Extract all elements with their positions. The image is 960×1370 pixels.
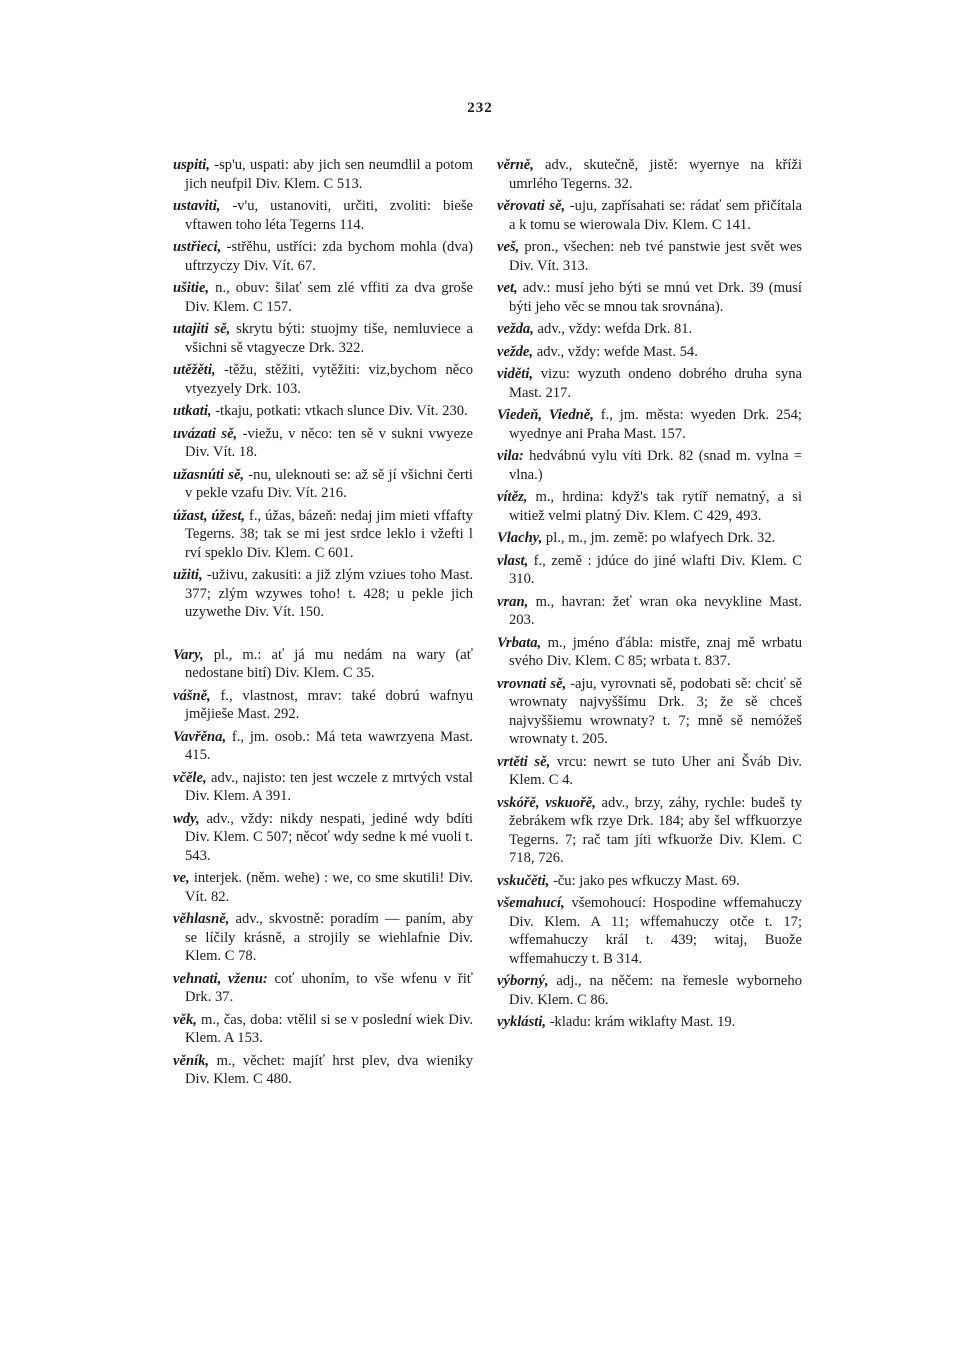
entry-definition: m., věchet: majíť hrst plev, dva wieniky Div. Klem. C 480.: [185, 1052, 473, 1087]
dictionary-entry: [497, 593, 802, 630]
dictionary-entry: [173, 910, 473, 966]
entry-headword: věk,: [173, 1011, 197, 1028]
entry-definition: f., jm. osob.: Má teta wawrzyena Mast. 415.: [185, 728, 473, 763]
entry-definition: m., jméno ďábla: mistře, znaj mě wrbatu svého Div. Klem. C 85; wrbata t. 837.: [509, 634, 802, 669]
entry-headword: vežde,: [497, 343, 534, 360]
dictionary-entry: [173, 1011, 473, 1048]
entry-definition: -tkaju, potkati: vtkach slunce Div. Vít. 230.: [211, 403, 468, 419]
dictionary-entry: [173, 402, 473, 421]
entry-headword: Vavřěna,: [173, 728, 227, 745]
entry-headword: Vlachy,: [497, 530, 543, 546]
left-entries-group-2: [173, 646, 473, 1089]
dictionary-entry: [173, 361, 473, 398]
dictionary-entry: [497, 447, 802, 484]
entry-headword: vehnati, vženu:: [173, 970, 268, 987]
entry-headword: Viedeň, Viedně,: [497, 407, 594, 423]
entry-headword: vrtěti sě,: [497, 753, 551, 770]
entry-headword: úžast, úžest,: [173, 507, 246, 524]
dictionary-entry: [497, 675, 802, 749]
dictionary-entry: [497, 753, 802, 790]
dictionary-entry: [497, 872, 802, 891]
entry-definition: -viežu, v něco: ten sě v sukni vwyeze Div. Vít. 18.: [185, 425, 473, 460]
entry-group-divider: [173, 626, 473, 646]
entry-definition: adv., brzy, záhy, rychle: budeš ty žebrákem wfk rzye Drk. 184; aby šel wffkuorzye Tegerns. 7; rač tam jíti wfkuorže Div. Klem. C 718, 726.: [509, 794, 802, 866]
entry-headword: vlast,: [497, 552, 529, 569]
entry-headword: utajiti sě,: [173, 321, 231, 337]
entry-headword: všemahucí,: [497, 895, 565, 911]
entry-headword: ušitie,: [173, 280, 210, 296]
entry-headword: uvázati sě,: [173, 425, 238, 442]
dictionary-entry: [173, 320, 473, 357]
entry-headword: věrně,: [497, 157, 534, 173]
dictionary-entry: [173, 425, 473, 462]
entry-definition: m., čas, doba: vtělil si se v poslední wiek Div. Klem. A 153.: [185, 1011, 473, 1046]
dictionary-entry: [497, 343, 802, 362]
entry-definition: adv., vždy: nikdy nespati, jediné wdy bdíti Div. Klem. C 507; něcoť wdy sedne k mé vuoli t. 543.: [185, 810, 473, 864]
dictionary-entry: [173, 566, 473, 622]
entry-definition: adv., skvostně: poradím — paním, aby se líčily krásně, a strojily se wiehlafnie Div. Klem. C 78.: [185, 911, 473, 964]
dictionary-entry: [497, 488, 802, 525]
entry-definition: pron., všechen: neb tvé panstwie jest svět wes Div. Vít. 313.: [509, 239, 802, 274]
dictionary-entry: [173, 238, 473, 275]
entry-headword: viděti,: [497, 366, 534, 382]
entry-definition: -nu, uleknouti se: až sě jí všichni čerti v pekle vzafu Div. Vít. 216.: [185, 466, 473, 501]
entry-definition: pl., m., jm. země: po wlafyech Drk. 32.: [542, 530, 776, 546]
entry-definition: -ču: jako pes wfkuczy Mast. 69.: [549, 872, 740, 889]
entry-headword: uspiti,: [173, 157, 210, 173]
page-number: 232: [467, 100, 493, 116]
entry-definition: -sp'u, uspati: aby jich sen neumdlil a potom jich neufpil Div. Klem. C 513.: [185, 157, 473, 192]
dictionary-entry: [497, 197, 802, 234]
entry-definition: f., země : jdúce do jiné wlafti Div. Klem. C 310.: [509, 552, 802, 587]
entry-headword: vežda,: [497, 321, 534, 337]
entry-headword: vet,: [497, 280, 518, 296]
dictionary-entry: [497, 279, 802, 316]
dictionary-entry: [497, 894, 802, 968]
dictionary-entry: [497, 365, 802, 402]
entry-definition: adv., vždy: wefde Mast. 54.: [533, 343, 698, 360]
entry-headword: vskučěti,: [497, 872, 550, 889]
dictionary-entry: [497, 794, 802, 868]
dictionary-entry: [497, 1013, 802, 1032]
dictionary-entry: [173, 810, 473, 866]
entry-headword: ve,: [173, 870, 190, 886]
entry-headword: veš,: [497, 239, 520, 255]
entry-definition: interjek. (něm. wehe) : we, co sme skutili! Div. Vít. 82.: [185, 870, 473, 905]
entry-definition: coť uhoním, to vše wfenu v řiť Drk. 37.: [185, 970, 473, 1005]
entry-headword: vila:: [497, 448, 524, 464]
dictionary-entry: [173, 687, 473, 724]
dictionary-entry: [497, 634, 802, 671]
entry-definition: m., havran: žeť wran oka nevykline Mast. 203.: [509, 593, 802, 628]
entry-headword: vítěz,: [497, 489, 528, 505]
entry-definition: -uju, zapřísahati se: rádať sem přičítala a k tomu se wierowala Div. Klem. C 141.: [509, 198, 802, 233]
entry-definition: -střěhu, ustříci: zda bychom mohla (dva) uftrzyczy Div. Vít. 67.: [185, 239, 473, 274]
dictionary-entry: [497, 529, 802, 548]
entry-headword: vran,: [497, 593, 529, 610]
entry-definition: vrcu: newrt se tuto Uher ani Šváb Div. Klem. C 4.: [509, 753, 802, 788]
entry-headword: užiti,: [173, 567, 203, 583]
entry-headword: utkati,: [173, 403, 212, 419]
dictionary-entry: [497, 406, 802, 443]
entry-definition: skrytu býti: stuojmy tiše, nemluviece a všichni sě vtagyecze Drk. 322.: [185, 321, 473, 356]
dictionary-entry: [173, 646, 473, 683]
entry-definition: f., úžas, bázeň: nedaj jim mieti vffafty Tegerns. 38; tak se mi jest srdce leklo i vžefti l rví speklo Div. Klem. C 601.: [185, 507, 473, 561]
dictionary-entry: [497, 320, 802, 339]
entry-definition: adv., vždy: wefda Drk. 81.: [533, 321, 693, 337]
dictionary-entry: [173, 507, 473, 563]
dictionary-entry: [497, 156, 802, 193]
entry-definition: hedvábnú vylu víti Drk. 82 (snad m. vylna = vlna.): [509, 448, 802, 483]
entry-headword: vášně,: [173, 687, 211, 704]
dictionary-entry: [173, 466, 473, 503]
entry-definition: adv., najisto: ten jest wczele z mrtvých vstal Div. Klem. A 391.: [185, 769, 473, 804]
dictionary-entry: [173, 970, 473, 1007]
entry-headword: věhlasně,: [173, 911, 230, 927]
entry-definition: adv., skutečně, jistě: wyernye na kříži umrlého Tegerns. 32.: [509, 157, 802, 192]
entry-definition: n., obuv: šilať sem zlé vffiti za dva groše Div. Klem. C 157.: [185, 280, 473, 315]
dictionary-entry: [173, 769, 473, 806]
entry-headword: včěle,: [173, 769, 207, 786]
entry-headword: ustřieci,: [173, 239, 222, 255]
entry-definition: všemohoucí: Hospodine wffemahuczy Div. Klem. A 11; wffemahuczy otče t. 17; wffemahuczy král t. 439; witaj, Buože wffemahuczy t. B 314.: [509, 895, 802, 967]
entry-definition: f., jm. města: wyeden Drk. 254; wyednye ani Praha Mast. 157.: [509, 407, 802, 442]
entry-definition: m., hrdina: když's tak rytíř nematný, a si witiež velmi platný Div. Klem. C 429, 493.: [509, 489, 802, 524]
entry-headword: užasnúti sě,: [173, 466, 245, 483]
dictionary-entry: [497, 552, 802, 589]
entry-headword: utěžěti,: [173, 362, 216, 378]
entry-definition: -těžu, stěžiti, vytěžiti: viz,bychom něco vtyezyely Drk. 103.: [185, 362, 473, 397]
dictionary-entry: [173, 728, 473, 765]
entry-headword: věrovati sě,: [497, 198, 566, 214]
dictionary-entry: [173, 1052, 473, 1089]
dictionary-entry: [173, 156, 473, 193]
left-column: [173, 156, 473, 1093]
dictionary-entry: [173, 869, 473, 906]
entry-definition: adv.: musí jeho býti se mnú vet Drk. 39 (musí býti jeho věc se mnou tak srovnána).: [509, 280, 802, 315]
entry-headword: Vrbata,: [497, 634, 542, 651]
dictionary-entry: [173, 197, 473, 234]
entry-definition: pl., m.: ať já mu nedám na wary (ať nedostane bití) Div. Klem. C 35.: [185, 646, 473, 681]
dictionary-entry: [173, 279, 473, 316]
entry-headword: výborný,: [497, 973, 549, 989]
entry-headword: věník,: [173, 1052, 210, 1069]
entry-definition: -v'u, ustanoviti, určiti, zvoliti: bieše vftawen toho léta Tegerns 114.: [185, 198, 473, 233]
dictionary-entry: [497, 972, 802, 1009]
dictionary-entry: [497, 238, 802, 275]
entry-headword: Vary,: [173, 646, 204, 663]
entry-headword: vyklásti,: [497, 1014, 547, 1030]
entry-definition: vizu: wyzuth ondeno dobrého druha syna Mast. 217.: [509, 366, 802, 401]
right-entries: [497, 156, 802, 1032]
entry-definition: -uživu, zakusiti: a již zlým vziues toho Mast. 377; zlým wzywes toho! t. 428; u pekle jich uzywethe Div. Vít. 150.: [185, 567, 473, 620]
entry-headword: wdy,: [173, 810, 200, 827]
entry-headword: vrovnati sě,: [497, 675, 567, 692]
entry-definition: adj., na něčem: na řemesle wyborneho Div. Klem. C 86.: [509, 973, 802, 1008]
entry-headword: ustaviti,: [173, 198, 221, 214]
entry-headword: vskóřě, vskuořě,: [497, 794, 596, 811]
entry-definition: -aju, vyrovnati sě, podobati sě: chciť sě wrownaty najvyššímu Drk. 3; že sě chceš najvyššiemu wrownaty? t. 7; mně sě nemóžeš wrownaty t. 205.: [509, 675, 802, 747]
entry-definition: f., vlastnost, mrav: také dobrú wafnyu jmějieše Mast. 292.: [185, 687, 473, 722]
right-column: [497, 156, 802, 1036]
left-entries-group-1: [173, 156, 473, 622]
entry-definition: -kladu: krám wiklafty Mast. 19.: [546, 1014, 736, 1030]
